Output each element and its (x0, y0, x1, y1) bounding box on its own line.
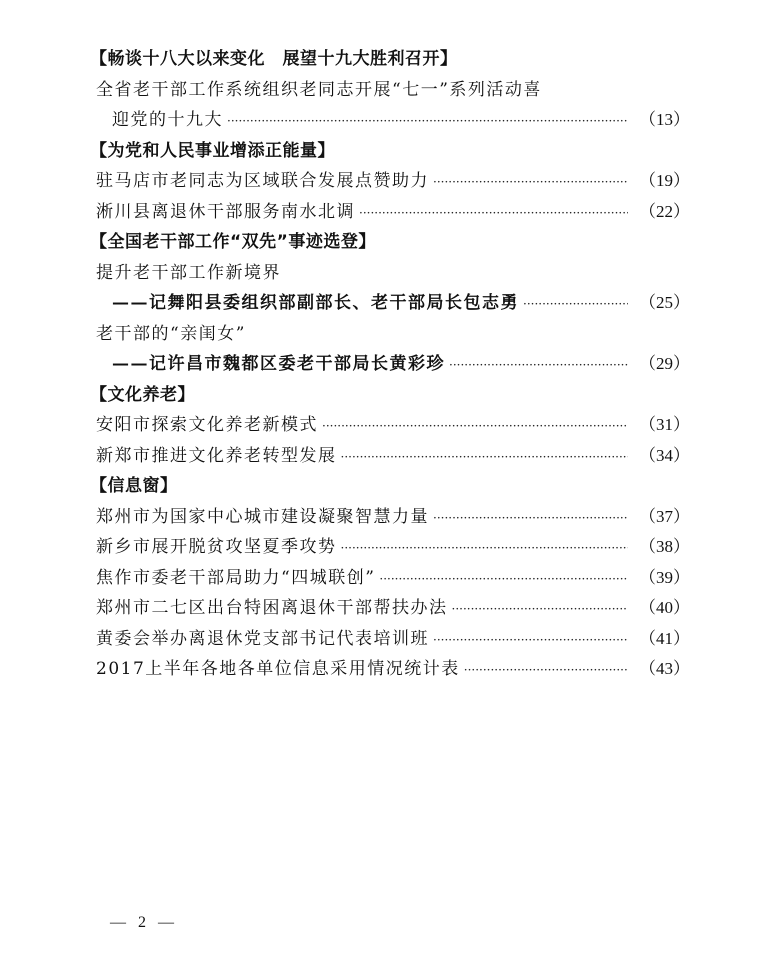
section-heading: 【为党和人民事业增添正能量】 (90, 140, 335, 161)
toc-entry-subtitle: ——记舞阳县委组织部副部长、老干部局长包志勇 (112, 293, 519, 313)
toc-page-number: （39） (639, 567, 690, 587)
toc-page-number: （40） (639, 598, 690, 617)
toc-entry-title: 郑州市为国家中心城市建设凝聚智慧力量 (96, 506, 429, 527)
toc-entry[interactable] (90, 197, 690, 228)
toc-entry[interactable] (90, 105, 690, 136)
toc-entry-subtitle: ——记许昌市魏都区委老干部局长黄彩珍 (112, 354, 445, 374)
dot-leader (355, 198, 628, 229)
toc-entry[interactable] (90, 654, 690, 685)
toc-entry-title: 新郑市推进文化养老转型发展 (96, 445, 337, 466)
page-number-footer: — 2 — (110, 914, 178, 931)
toc-entry[interactable] (90, 563, 690, 594)
dot-leader (318, 411, 628, 442)
section-heading: 【全国老干部工作“双先”事迹选登】 (90, 232, 376, 252)
toc-page-number: （19） (639, 171, 690, 190)
toc-entry[interactable] (90, 349, 690, 380)
toc-entry[interactable] (90, 166, 690, 197)
toc-entry-title: 提升老干部工作新境界 (96, 262, 281, 283)
toc-page-number: （34） (639, 445, 690, 465)
dot-leader (460, 655, 628, 686)
section-heading: 【畅谈十八大以来变化 展望十九大胜利召开】 (90, 49, 458, 69)
toc-entry[interactable] (90, 288, 690, 319)
toc-entry-title: 老干部的“亲闺女” (96, 323, 246, 344)
dot-leader (337, 533, 629, 564)
dot-leader (445, 350, 628, 381)
section-heading: 【文化养老】 (90, 384, 195, 405)
toc-page-number: （29） (639, 354, 690, 373)
toc-entry-title: 迎党的十九大 (112, 110, 223, 130)
table-of-contents (90, 44, 690, 685)
dot-leader (448, 594, 629, 625)
toc-entry-title: 全省老干部工作系统组织老同志开展“七一”系列活动喜 (96, 79, 542, 100)
dot-leader (223, 106, 628, 137)
toc-entry-title: 安阳市探索文化养老新模式 (96, 415, 318, 435)
toc-page-number: （13） (639, 110, 690, 129)
toc-page-number: （38） (639, 537, 690, 556)
toc-entry[interactable] (90, 502, 690, 533)
toc-entry-title: 郑州市二七区出台特困离退休干部帮扶办法 (96, 598, 448, 618)
toc-page-number: （43） (639, 659, 690, 678)
dot-leader (429, 167, 628, 198)
toc-entry[interactable] (90, 410, 690, 441)
toc-entry-title: 2017上半年各地各单位信息采用情况统计表 (96, 659, 460, 679)
dot-leader (429, 625, 628, 656)
dot-leader (429, 503, 628, 534)
toc-entry-title: 黄委会举办离退休党支部书记代表培训班 (96, 628, 429, 649)
toc-page-number: （37） (639, 506, 690, 526)
toc-entry[interactable] (90, 441, 690, 472)
toc-entry[interactable] (90, 593, 690, 624)
toc-entry-title: 驻马店市老同志为区域联合发展点赞助力 (96, 171, 429, 191)
dot-leader (519, 289, 628, 320)
toc-entry-title: 新乡市展开脱贫攻坚夏季攻势 (96, 537, 337, 557)
toc-page-number: （22） (639, 201, 690, 221)
section-heading: 【信息窗】 (90, 476, 178, 496)
dot-leader (375, 564, 628, 595)
toc-entry[interactable] (90, 624, 690, 655)
toc-entry-title: 淅川县离退休干部服务南水北调 (96, 201, 355, 222)
toc-page-number: （41） (639, 628, 690, 648)
dot-leader (337, 442, 629, 473)
toc-entry-title: 焦作市委老干部局助力“四城联创” (96, 567, 376, 588)
toc-page-number: （31） (639, 415, 690, 434)
toc-entry[interactable] (90, 532, 690, 563)
toc-page-number: （25） (639, 293, 690, 312)
